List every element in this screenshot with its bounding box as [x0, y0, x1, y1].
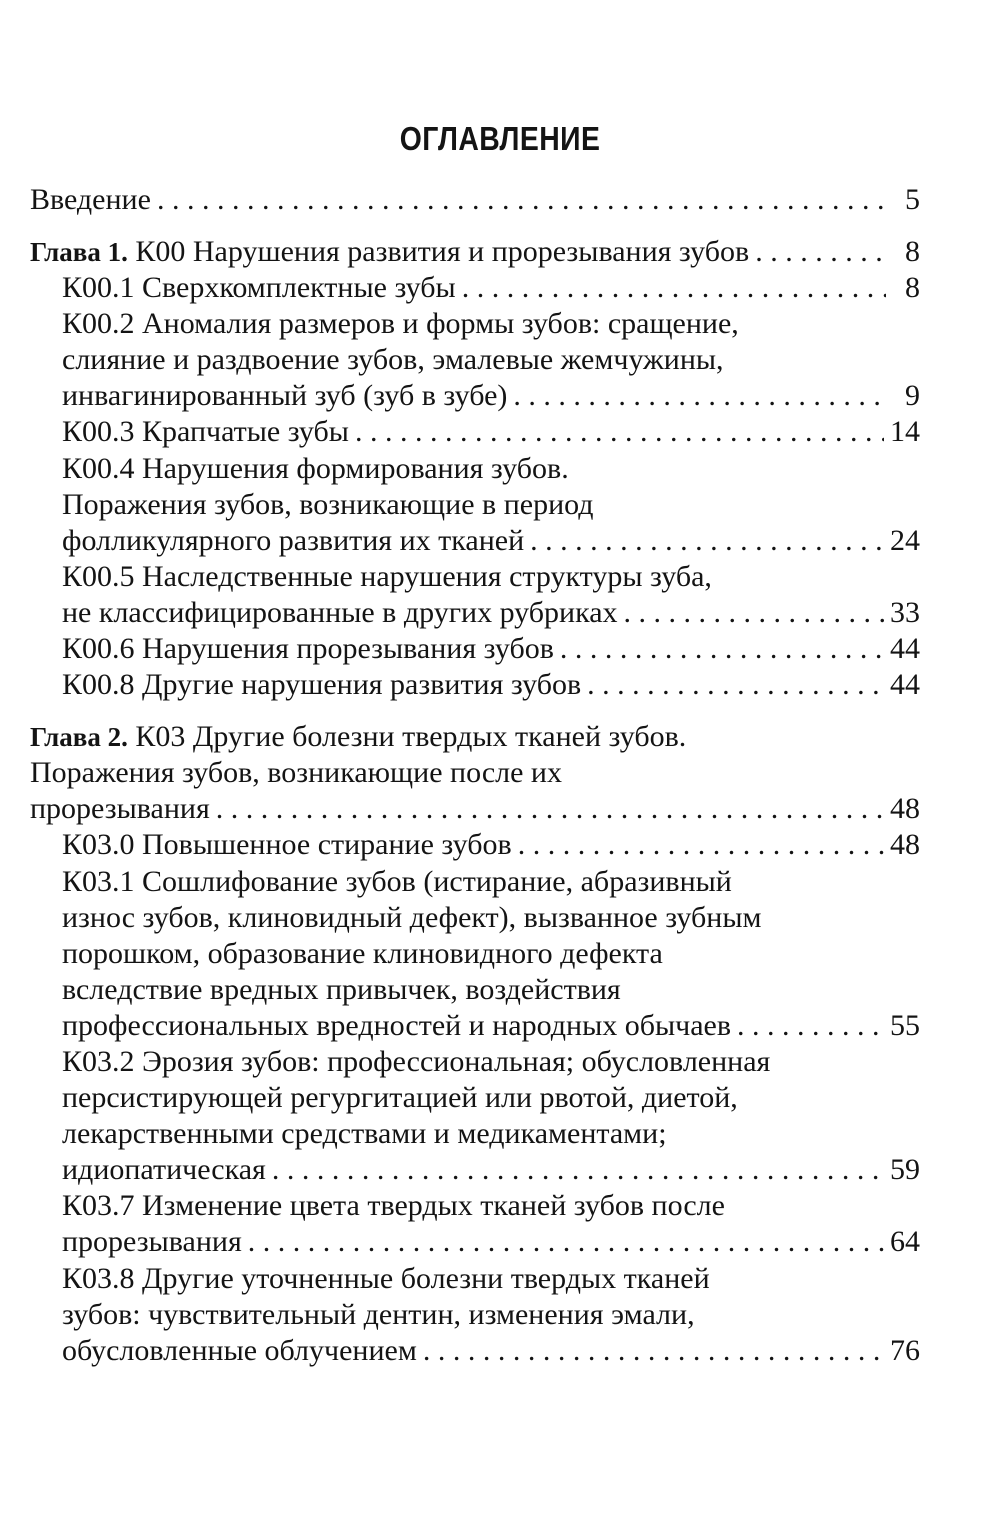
- toc-chapter-1[interactable]: [30, 234, 920, 270]
- toc-entry-k03-2-line-2[interactable]: персистирующей регургитацией или рвотой, диетой,: [62, 1081, 738, 1114]
- toc-entry-k03-8-line-1[interactable]: К03.8 Другие уточненные болезни твердых тканей: [62, 1262, 710, 1295]
- toc-entry-k03-1-line-1[interactable]: К03.1 Сошлифование зубов (истирание, абразивный: [62, 865, 732, 898]
- toc-entry-k03-2-line-1[interactable]: К03.2 Эрозия зубов: профессиональная; обусловленная: [62, 1045, 771, 1078]
- toc-entry-k00-2-line-3[interactable]: инвагинированный зуб (зуб в зубе) . . . 9: [62, 378, 920, 414]
- leader-dots: [737, 1008, 884, 1044]
- leader-dots: [423, 1333, 884, 1369]
- chapter-label: Глава 2.: [30, 722, 128, 752]
- toc-page-number: 48: [890, 828, 920, 861]
- toc-entry-k03-1-line-4[interactable]: вследствие вредных привычек, воздействия: [62, 973, 621, 1006]
- toc-entry-k03-2-line-4[interactable]: идиопатическая . . . 59: [62, 1152, 920, 1188]
- toc-entry-k00-4-line-3[interactable]: фолликулярного развития их тканей . . . 24: [62, 523, 920, 559]
- toc-entry-k00-3[interactable]: [62, 414, 920, 450]
- leader-dots: [755, 234, 886, 270]
- toc-page-number: 44: [890, 668, 920, 701]
- toc-entry-k03-2-line-3[interactable]: лекарственными средствами и медикаментами;: [62, 1117, 667, 1150]
- leader-dots: [513, 378, 886, 414]
- toc-entry-text: К00.8 Другие нарушения развития зубов: [62, 668, 582, 701]
- leader-dots: [157, 182, 886, 218]
- leader-dots: [518, 827, 884, 863]
- toc-entry-k00-5-line-2[interactable]: не классифицированные в других рубриках . . . 33: [62, 595, 920, 631]
- toc-chapter-2-line-2[interactable]: Поражения зубов, возникающие после их: [30, 756, 562, 789]
- toc-entry-k03-1-line-3[interactable]: порошком, образование клиновидного дефекта: [62, 937, 663, 970]
- toc-page-number: 9: [905, 379, 920, 412]
- toc-entry-k03-8-line-3[interactable]: обусловленные облучением . . . 76: [62, 1333, 920, 1369]
- toc-entry-k00-4-line-2[interactable]: Поражения зубов, возникающие в период: [62, 488, 594, 521]
- toc-entry-text: К03.0 Повышенное стирание зубов: [62, 828, 512, 861]
- leader-dots: [624, 595, 884, 631]
- leader-dots: [530, 523, 884, 559]
- toc-entry-k00-2-line-2[interactable]: слияние и раздвоение зубов, эмалевые жемчужины,: [62, 343, 724, 376]
- toc-entry-text: Введение: [30, 183, 151, 216]
- leader-dots: [248, 1224, 884, 1260]
- toc-entry-k03-7-line-2[interactable]: прорезывания . . . 64: [62, 1224, 920, 1260]
- toc-page-number: 76: [890, 1334, 920, 1367]
- leader-dots: [560, 631, 884, 667]
- leader-dots: [216, 791, 884, 827]
- page-title: ОГЛАВЛЕНИЕ: [399, 120, 601, 157]
- toc-entry-text: К00.3 Крапчатые зубы: [62, 415, 349, 448]
- toc-entry-text: К00 Нарушения развития и прорезывания зубов: [127, 235, 750, 268]
- toc-page-number: 44: [890, 632, 920, 665]
- leader-dots: [272, 1152, 884, 1188]
- toc-entry-k03-8-line-2[interactable]: зубов: чувствительный дентин, изменения эмали,: [62, 1298, 695, 1331]
- toc-page-number: 48: [890, 792, 920, 825]
- toc-page-number: 8: [905, 271, 920, 304]
- toc-page-number: 8: [905, 235, 920, 268]
- toc-entry-k00-1[interactable]: [62, 270, 920, 306]
- leader-dots: [462, 270, 886, 306]
- toc-entry-k03-1-line-5[interactable]: профессиональных вредностей и народных обычаев . . . 55: [62, 1008, 920, 1044]
- toc-entry-k00-5-line-1[interactable]: К00.5 Наследственные нарушения структуры зуба,: [62, 560, 712, 593]
- toc-page-number: 64: [890, 1225, 920, 1258]
- leader-dots: [355, 414, 884, 450]
- toc-entry-k00-4-line-1[interactable]: К00.4 Нарушения формирования зубов.: [62, 452, 569, 485]
- leader-dots: [587, 667, 884, 703]
- toc-entry-text: К00.1 Сверхкомплектные зубы: [62, 271, 456, 304]
- chapter-label: Глава 1.: [30, 237, 128, 267]
- toc-entry-k00-2-line-1[interactable]: К00.2 Аномалия размеров и формы зубов: сращение,: [62, 307, 739, 340]
- toc-page-number: 14: [890, 415, 920, 448]
- toc-page-number: 55: [890, 1009, 920, 1042]
- toc-chapter-2-line-3[interactable]: прорезывания . . . 48: [30, 791, 920, 827]
- toc-entry-k03-1-line-2[interactable]: износ зубов, клиновидный дефект), вызванное зубным: [62, 901, 762, 934]
- toc-page-number: 33: [890, 596, 920, 629]
- toc-entry-intro[interactable]: [30, 182, 920, 218]
- toc-page-number: 59: [890, 1153, 920, 1186]
- toc-page-number: 24: [890, 524, 920, 557]
- toc-chapter-2-line-1[interactable]: Глава 2. К03 Другие болезни твердых тканей зубов.: [30, 720, 687, 753]
- toc-entry-text: К00.6 Нарушения прорезывания зубов: [62, 632, 554, 665]
- toc-entry-k03-0[interactable]: [62, 827, 920, 863]
- toc-page-number: 5: [905, 183, 920, 216]
- toc-entry-k03-7-line-1[interactable]: К03.7 Изменение цвета твердых тканей зубов после: [62, 1189, 725, 1222]
- toc-entry-k00-8[interactable]: [62, 667, 920, 703]
- toc-entry-k00-6[interactable]: [62, 631, 920, 667]
